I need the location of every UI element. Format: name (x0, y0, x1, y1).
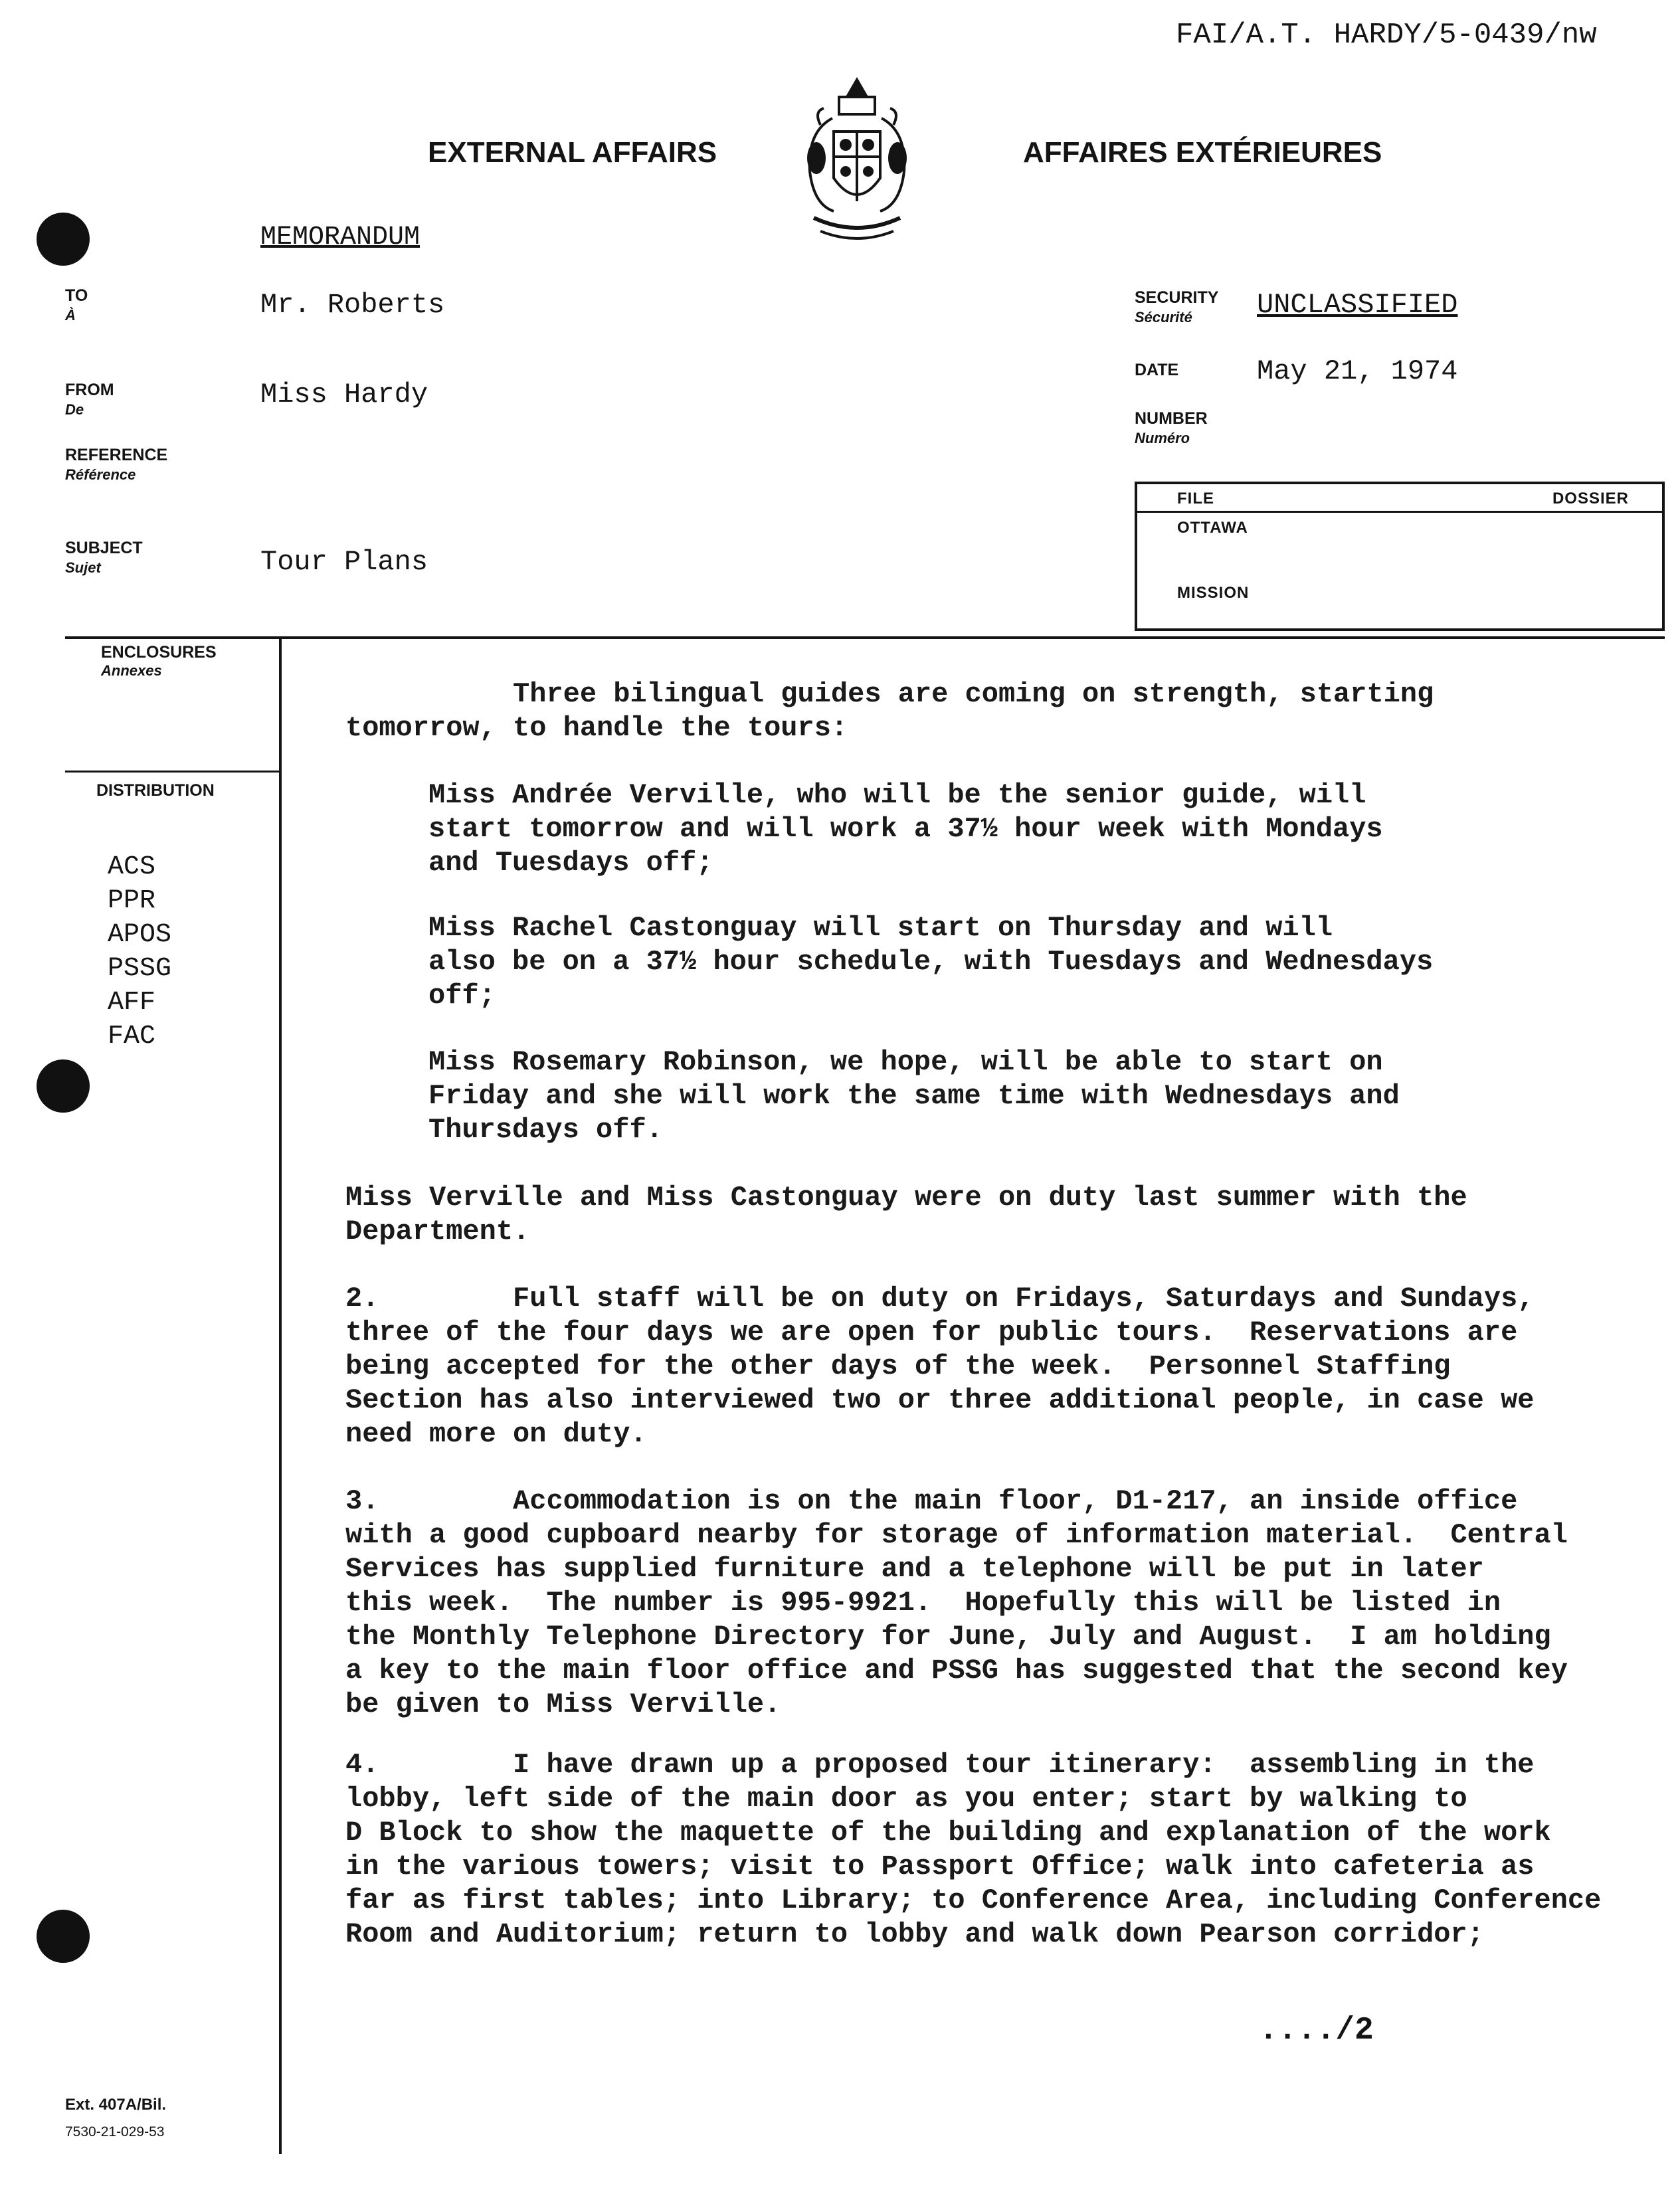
date-value: May 21, 1974 (1257, 355, 1458, 387)
subject-value: Tour Plans (260, 546, 428, 578)
from-value: Miss Hardy (260, 379, 428, 411)
department-french: AFFAIRES EXTÉRIEURES (1023, 136, 1382, 169)
memo-title: MEMORANDUM (260, 223, 420, 252)
paragraph-3: 3. Accommodation is on the main floor, D1-217, an inside office with a good cupboard nearby for storage of information material. Central Services has supplied furniture and a telephone will be put in later this week. The number is 995-9921. Hopefully this will be listed in the Monthly Telephone Directory for June, July and August. I am holding a key to the main floor office and PSSG has suggested that the second key be given to Miss Verville. (345, 1485, 1568, 1720)
distribution-list (108, 850, 171, 1053)
note-paragraph: Miss Verville and Miss Castonguay were on duty last summer with the Department. (345, 1182, 1467, 1247)
distribution-item: APOS (108, 920, 172, 950)
intro-paragraph: Three bilingual guides are coming on strength, starting tomorrow, to handle the tours: (345, 678, 1434, 744)
date-label: DATE (1135, 361, 1179, 379)
guide-1-paragraph: Miss Andrée Verville, who will be the senior guide, will start tomorrow and will work a 37½ hour week with Mondays and Tuesdays off; (428, 779, 1383, 879)
number-label: NUMBER Numéro (1135, 409, 1208, 446)
paragraph-4: 4. I have drawn up a proposed tour itinerary: assembling in the lobby, left side of the main door as you enter; start by walking to D Block to show the maquette of the building and explanation of the work in the various towers; visit to Passport Office; walk into cafeteria as far as first tables; into Library; to Conference Area, including Conference Room and Auditorium; return to lobby and walk down Pearson corridor; (345, 1749, 1602, 1950)
page-continuation: ..../2 (1259, 2013, 1374, 2049)
department-english: EXTERNAL AFFAIRS (428, 136, 717, 169)
distribution-item: PSSG (108, 954, 172, 984)
mission-label: MISSION (1177, 584, 1250, 602)
distribution-item: ACS (108, 852, 156, 882)
distribution-item: AFF (108, 988, 156, 1018)
distribution-label: DISTRIBUTION (96, 781, 215, 800)
punch-hole (37, 1910, 90, 1963)
subject-label: SUBJECT Sujet (65, 539, 143, 576)
stock-code: 7530-21-029-53 (65, 2124, 165, 2140)
file-reference: FAI/A.T. HARDY/5-0439/nw (1176, 19, 1597, 52)
distribution-item: FAC (108, 1022, 156, 1051)
from-label: FROM De (65, 381, 114, 418)
security-value: UNCLASSIFIED (1257, 289, 1458, 321)
enclosures-label: ENCLOSURES Annexes (101, 643, 217, 679)
enclosures-divider (65, 771, 279, 773)
paragraph-2: 2. Full staff will be on duty on Fridays, Saturdays and Sundays, three of the four days we are open for public tours. Reservations are being accepted for the other days of the week. Personnel Staffing Section has also interviewed two or three additional people, in case we need more on duty. (345, 1283, 1535, 1450)
dossier-label: DOSSIER (1552, 490, 1629, 507)
ottawa-label: OTTAWA (1177, 519, 1248, 537)
security-label: SECURITY Sécurité (1135, 288, 1219, 325)
reference-label: REFERENCE Référence (65, 446, 168, 483)
punch-hole (37, 213, 90, 266)
distribution-item: PPR (108, 886, 156, 916)
punch-hole (37, 1059, 90, 1113)
coat-of-arms-icon (794, 72, 920, 254)
file-box (1135, 482, 1665, 631)
to-label: TO À (65, 286, 88, 323)
file-label: FILE (1177, 490, 1214, 507)
to-value: Mr. Roberts (260, 289, 445, 321)
header-divider (65, 636, 1665, 639)
guide-3-paragraph: Miss Rosemary Robinson, we hope, will be able to start on Friday and she will work the same time with Wednesdays and Thursdays off. (428, 1046, 1400, 1146)
form-number: Ext. 407A/Bil. (65, 2096, 167, 2114)
guide-2-paragraph: Miss Rachel Castonguay will start on Thursday and will also be on a 37½ hour schedule, with Tuesdays and Wednesdays off; (428, 912, 1434, 1012)
sidebar-divider (279, 636, 282, 2154)
